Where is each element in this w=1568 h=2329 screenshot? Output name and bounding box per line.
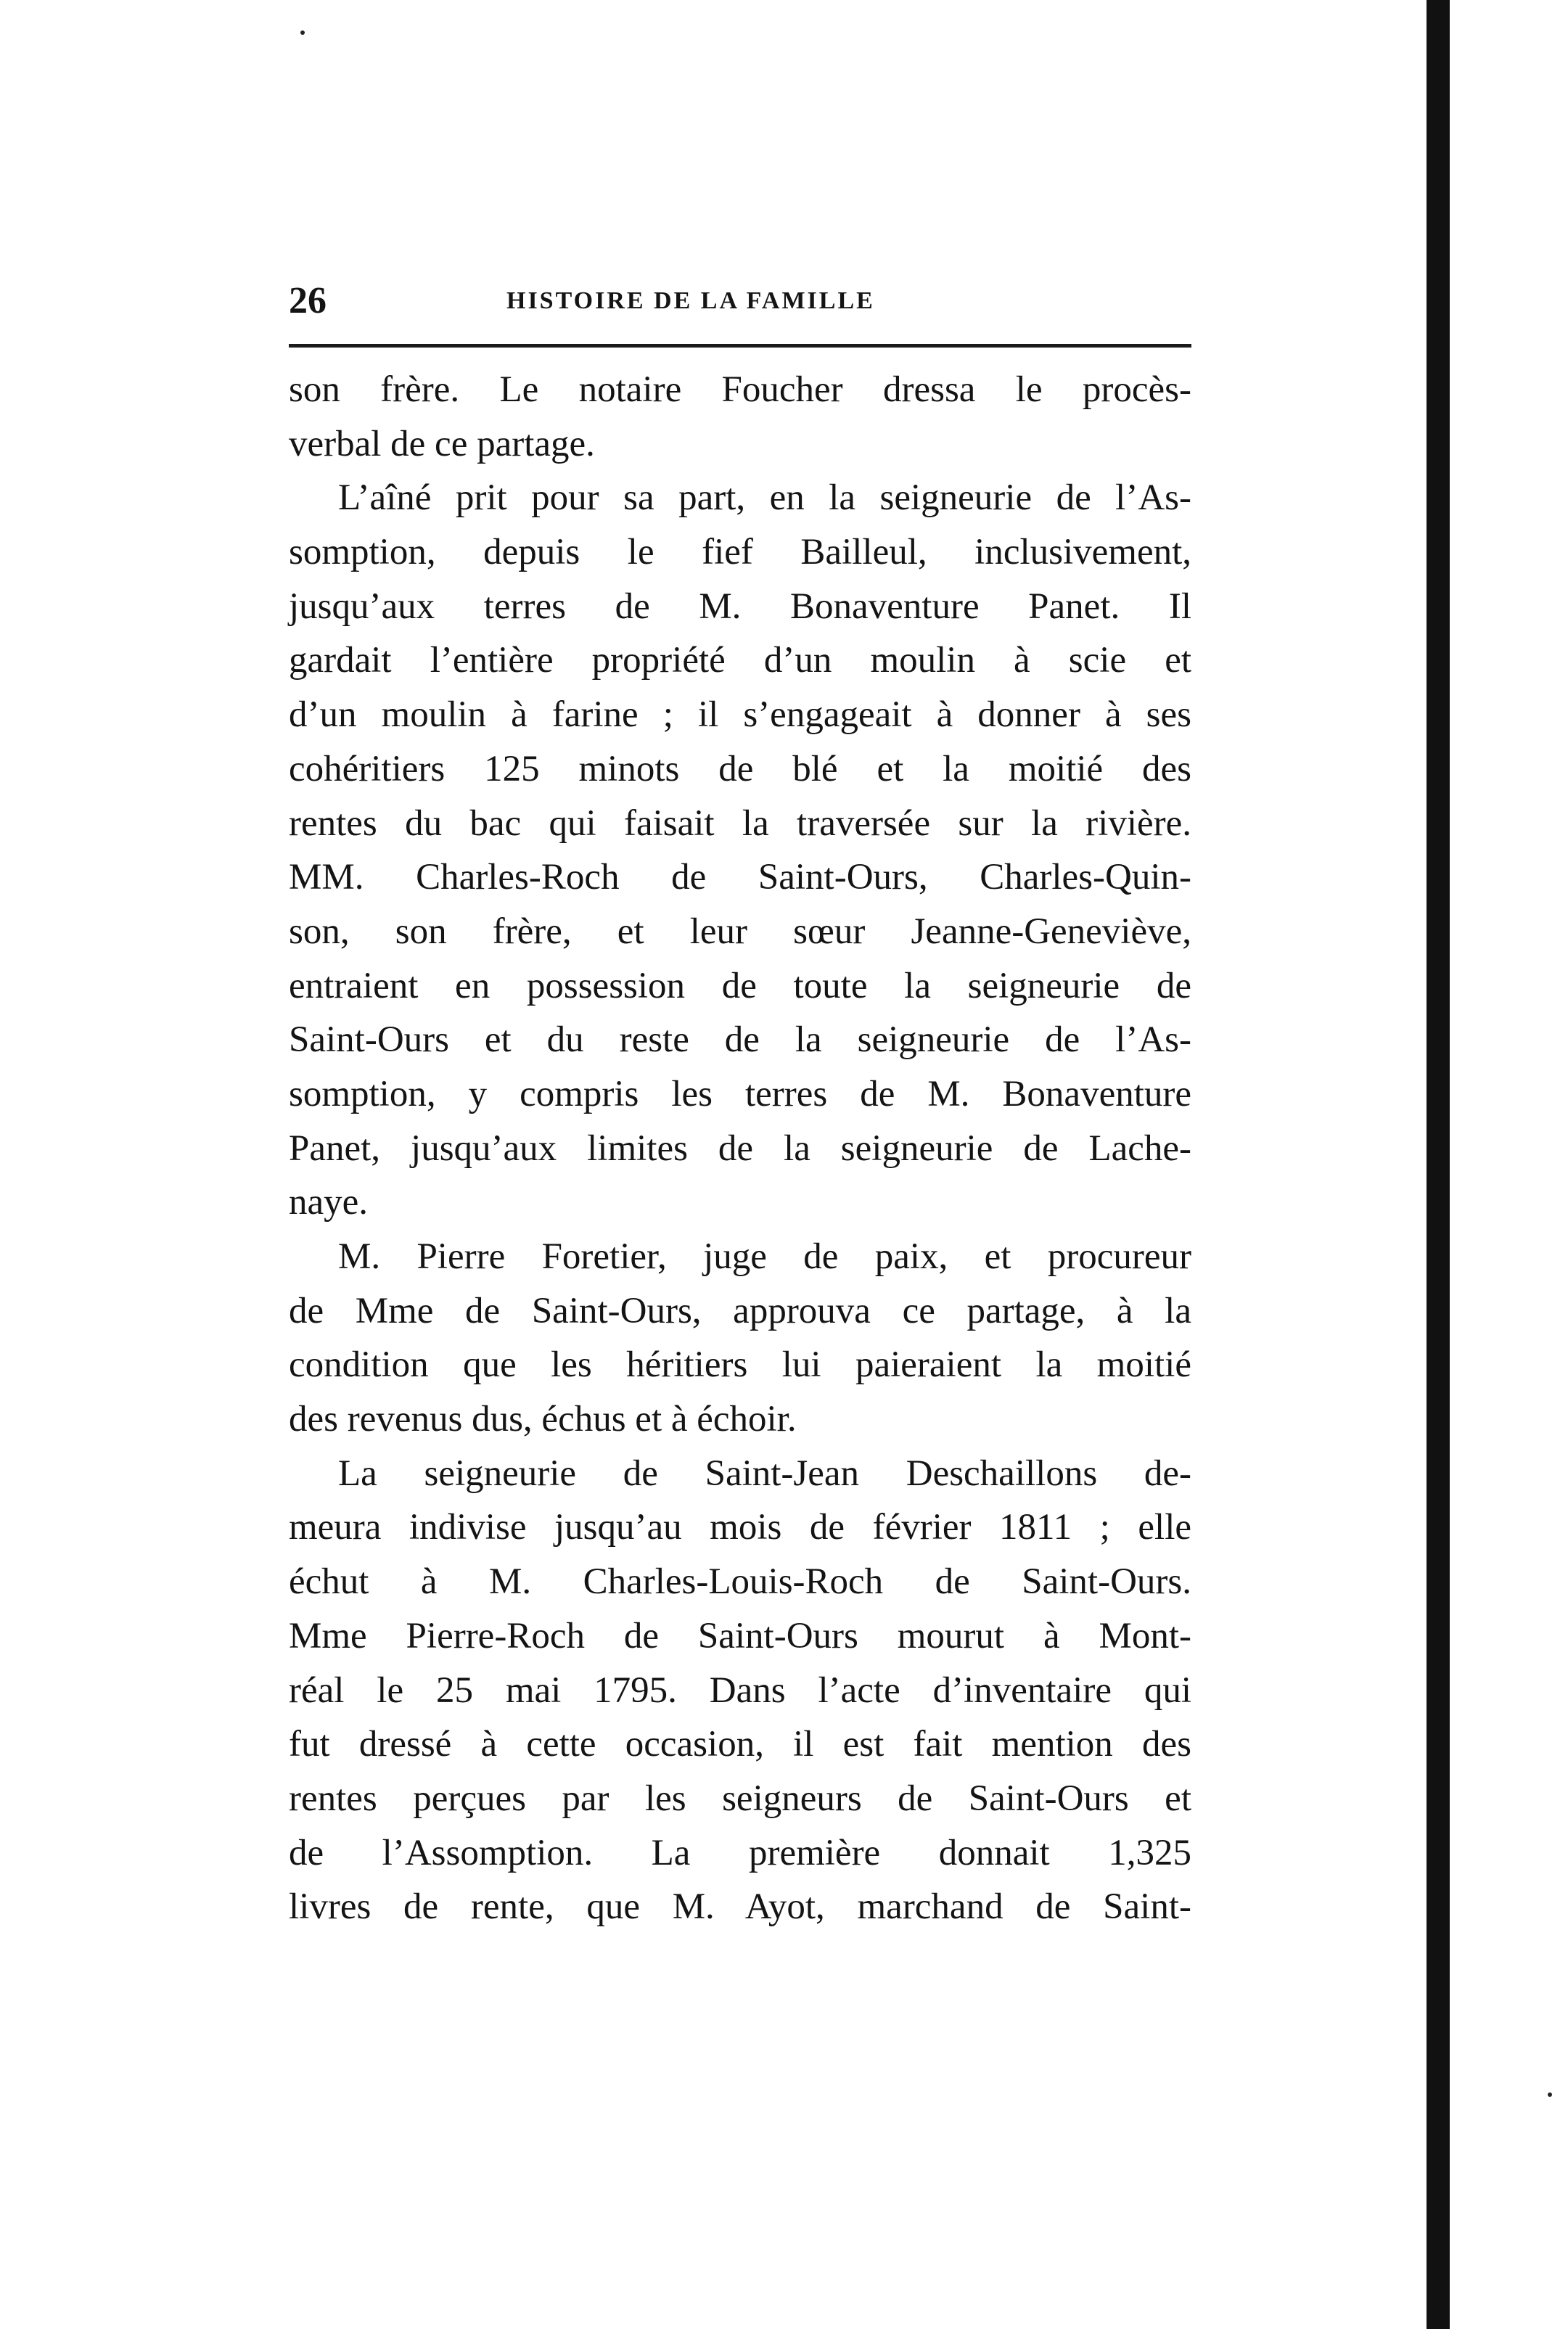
- binding-edge: [1427, 0, 1450, 2329]
- text-line: rentes perçues par les seigneurs de Saint-Ours et: [289, 1778, 1191, 1819]
- text-line: entraient en possession de toute la seigneurie de: [289, 965, 1191, 1006]
- text-line: son frère. Le notaire Foucher dressa le procès-: [289, 369, 1191, 410]
- text-line: MM. Charles-Roch de Saint-Ours, Charles-Quin-: [289, 857, 1191, 898]
- body-text: [289, 363, 1191, 1934]
- text-line: réal le 25 mai 1795. Dans l’acte d’inventaire qui: [289, 1669, 1191, 1711]
- text-line: naye.: [289, 1182, 369, 1223]
- page-number: 26: [289, 280, 327, 321]
- text-line: des revenus dus, échus et à échoir.: [289, 1399, 797, 1440]
- text-line: de l’Assomption. La première donnait 1,325: [289, 1832, 1191, 1873]
- text-line: rentes du bac qui faisait la traversée sur la rivière.: [289, 802, 1191, 844]
- text-line: livres de rente, que M. Ayot, marchand de Saint-: [289, 1886, 1191, 1928]
- running-head: HISTOIRE DE LA FAMILLE: [506, 287, 875, 314]
- text-line: condition que les héritiers lui paieraient la moitié: [289, 1344, 1191, 1386]
- text-line: échut à M. Charles-Louis-Roch de Saint-Ours.: [289, 1561, 1191, 1603]
- text-line: Panet, jusqu’aux limites de la seigneurie de Lache-: [289, 1127, 1191, 1169]
- text-line: Mme Pierre-Roch de Saint-Ours mourut à Mont-: [289, 1615, 1191, 1656]
- text-line: M. Pierre Foretier, juge de paix, et procureur: [338, 1236, 1191, 1277]
- text-line: La seigneurie de Saint-Jean Deschaillons de-: [338, 1453, 1191, 1494]
- text-line: jusqu’aux terres de M. Bonaventure Panet. Il: [289, 586, 1191, 627]
- text-line: gardait l’entière propriété d’un moulin à scie et: [289, 640, 1191, 681]
- text-line: d’un moulin à farine ; il s’engageait à donner à ses: [289, 694, 1191, 736]
- text-line: cohéritiers 125 minots de blé et la moitié des: [289, 748, 1191, 789]
- page-header: [289, 268, 1191, 334]
- text-line: son, son frère, et leur sœur Jeanne-Geneviève,: [289, 911, 1191, 952]
- header-rule: [289, 344, 1191, 348]
- text-line: de Mme de Saint-Ours, approuva ce partage, à la: [289, 1290, 1191, 1331]
- text-line: somption, y compris les terres de M. Bonaventure: [289, 1073, 1191, 1114]
- text-line: verbal de ce partage.: [289, 423, 595, 464]
- text-line: meura indivise jusqu’au mois de février 1811 ; elle: [289, 1507, 1191, 1548]
- text-line: fut dressé à cette occasion, il est fait mention des: [289, 1724, 1191, 1765]
- text-line: L’aîné prit pour sa part, en la seigneurie de l’As-: [338, 477, 1191, 519]
- print-speck: [1548, 2092, 1552, 2097]
- print-speck: [300, 30, 305, 35]
- text-line: somption, depuis le fief Bailleul, inclusivement,: [289, 532, 1191, 573]
- text-line: Saint-Ours et du reste de la seigneurie de l’As-: [289, 1019, 1191, 1061]
